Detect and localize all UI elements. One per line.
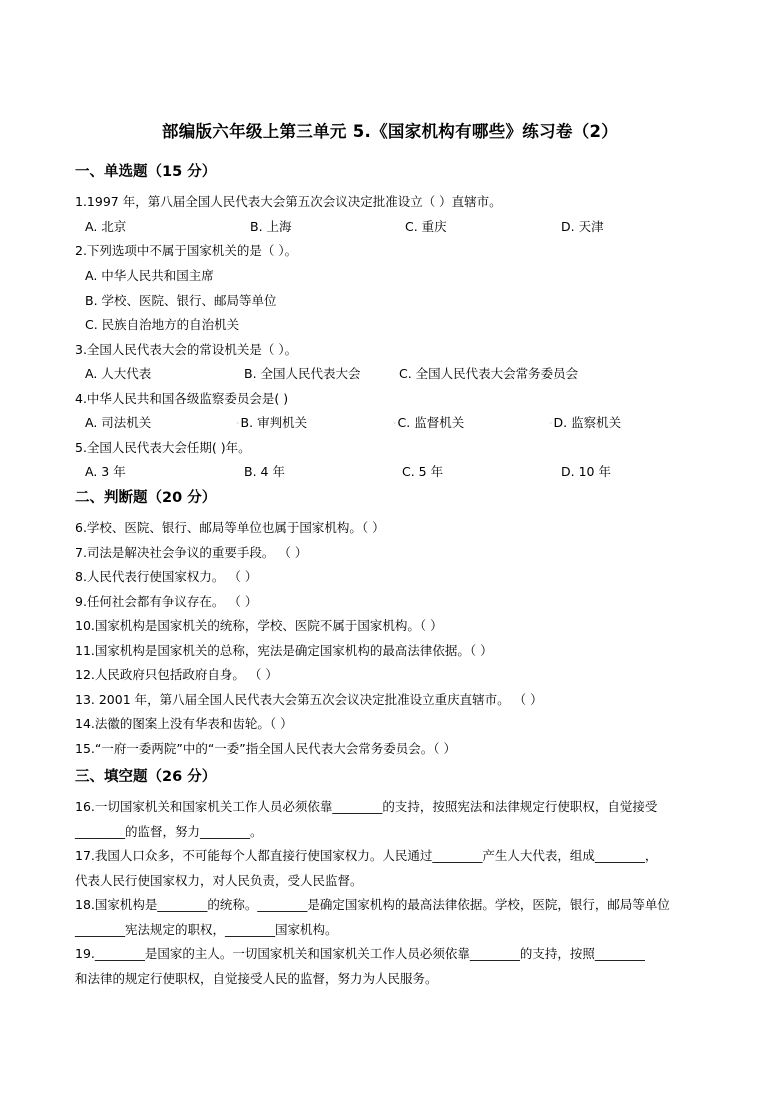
question-16-line-1: 16.一切国家机关和国家机关工作人员必须依靠________的支持，按照宪法和法律规定行使职权，自觉接受 [75, 799, 658, 814]
question-2-option-b: B. 学校、医院、银行、邮局等单位 [85, 293, 277, 308]
option-marker-icon: ◦ [236, 420, 240, 427]
question-3-stem: 3.全国人民代表大会的常设机关是（ ）。 [75, 342, 298, 357]
question-1-option-d: D. 天津 [561, 219, 604, 234]
question-14: 14.法徽的图案上没有华表和齿轮。（ ） [75, 716, 293, 731]
question-18-line-1: 18.国家机构是________的统称。________是确定国家机构的最高法律依据。学校，医院，银行，邮局等单位 [75, 897, 670, 912]
option-marker-icon: ◦ [549, 420, 553, 427]
question-4-stem: 4.中华人民共和国各级监察委员会是( ) [75, 391, 289, 406]
question-15: 15.“一府一委两院”中的“一委”指全国人民代表大会常务委员会。（ ） [75, 741, 457, 756]
question-10: 10.国家机构是国家机关的统称，学校、医院不属于国家机构。（ ） [75, 618, 443, 633]
question-11: 11.国家机构是国家机关的总称，宪法是确定国家机构的最高法律依据。（ ） [75, 643, 493, 658]
question-12: 12.人民政府只包括政府自身。 （ ） [75, 667, 278, 682]
question-13: 13. 2001 年，第八届全国人民代表大会第五次会议决定批准设立重庆直辖市。 （ ） [75, 692, 543, 707]
question-8: 8.人民代表行使国家权力。 （ ） [75, 569, 258, 584]
question-4-option-d-text: D. 监察机关 [553, 415, 622, 430]
question-1-option-c: C. 重庆 [405, 219, 447, 234]
question-2-option-a: A. 中华人民共和国主席 [85, 268, 214, 283]
question-6: 6.学校、医院、银行、邮局等单位也属于国家机构。（ ） [75, 520, 385, 535]
question-4-option-c [393, 413, 464, 431]
question-7: 7.司法是解决社会争议的重要手段。 （ ） [75, 545, 308, 560]
question-5-option-a: A. 3 年 [85, 464, 126, 479]
question-4-option-b-text: B. 审判机关 [240, 415, 308, 430]
question-19-line-1: 19.________是国家的主人。一切国家机关和国家机关工作人员必须依靠________的支持，按照________ [75, 946, 645, 961]
section-heading-single-choice: 一、单选题（15 分） [75, 164, 217, 180]
section-heading-fill-blank: 三、填空题（26 分） [75, 769, 217, 785]
question-5-option-c: C. 5 年 [402, 464, 444, 479]
question-4-option-b [236, 413, 307, 431]
page-title: 部编版六年级上第三单元 5.《国家机构有哪些》练习卷（2） [161, 122, 619, 141]
question-2-stem: 2.下列选项中不属于国家机关的是（ ）。 [75, 243, 298, 258]
question-1-stem: 1.1997 年，第八届全国人民代表大会第五次会议决定批准设立（ ）直辖市。 [75, 194, 502, 209]
question-17-line-2: 代表人民行使国家权力，对人民负责，受人民监督。 [75, 873, 363, 888]
question-9: 9.任何社会都有争议存在。 （ ） [75, 594, 258, 609]
question-5-option-d: D. 10 年 [561, 464, 611, 479]
question-19-line-2: 和法律的规定行使职权，自觉接受人民的监督，努力为人民服务。 [75, 971, 438, 986]
question-4-option-a: A. 司法机关 [85, 415, 152, 430]
question-4-option-d [549, 413, 621, 431]
question-16-line-2: ________的监督，努力________。 [75, 824, 263, 839]
question-5-stem: 5.全国人民代表大会任期( )年。 [75, 440, 251, 455]
question-18-line-2: ________宪法规定的职权，________国家机构。 [75, 922, 338, 937]
question-1-option-a: A. 北京 [85, 219, 127, 234]
question-3-option-b: B. 全国人民代表大会 [244, 366, 361, 381]
section-heading-judgment: 二、判断题（20 分） [75, 490, 217, 506]
question-3-option-a: A. 人大代表 [85, 366, 152, 381]
question-1-option-b: B. 上海 [250, 219, 292, 234]
question-3-option-c: C. 全国人民代表大会常务委员会 [399, 366, 579, 381]
question-17-line-1: 17.我国人口众多，不可能每个人都直接行使国家权力。人民通过________产生人大代表，组成________， [75, 848, 658, 863]
question-5-option-b: B. 4 年 [244, 464, 285, 479]
question-4-option-c-text: C. 监督机关 [397, 415, 465, 430]
question-2-option-c: C. 民族自治地方的自治机关 [85, 317, 240, 332]
option-marker-icon: ◦ [393, 420, 397, 427]
